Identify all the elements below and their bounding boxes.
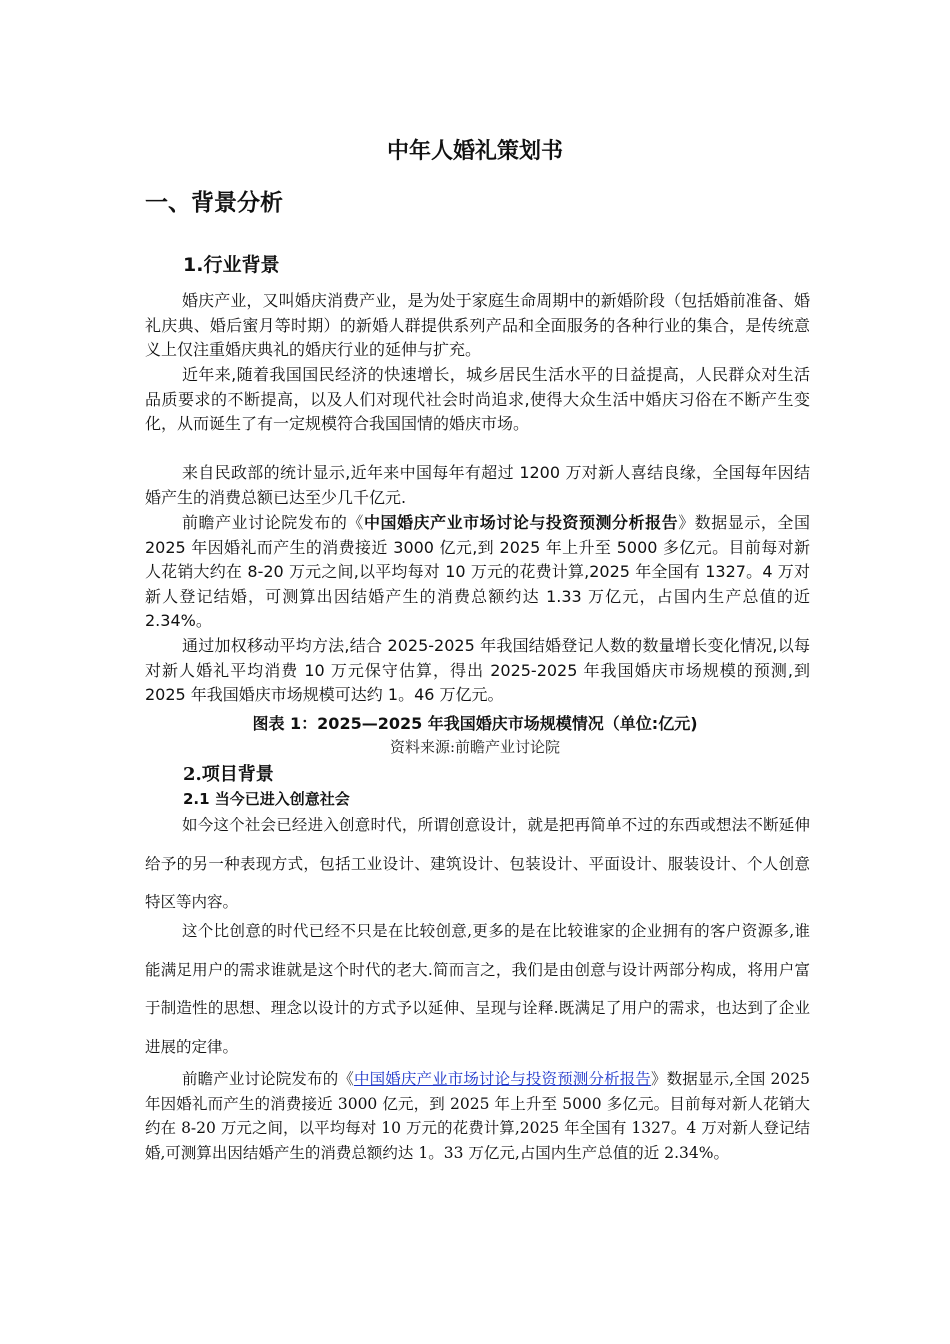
paragraph-report-data-repeat: [145, 1067, 810, 1165]
report-data-text-2: 》数据显示,全国 2025 年因婚礼而产生的消费接近 3000 亿元，到 2025 年上升至 5000 多亿元。目前每对新人花销大约在 8-20 万元之间，以平均每对 10 万元的花费计算,2025 年全国有 1327。4 万对新人登记结婚,可测算出因结婚产生的消费总额约达 1。33 万亿元,占国内生产总值的近 2.34%。: [145, 1070, 810, 1162]
section-heading-background: 一、背景分析: [145, 190, 283, 216]
subsection-heading-industry: 1.行业背景: [183, 254, 280, 276]
paragraph-industry-definition: 婚庆产业，又叫婚庆消费产业，是为处于家庭生命周期中的新婚阶段（包括婚前准备、婚礼庆典、婚后蜜月等时期）的新婚人群提供系列产品和全面服务的各种行业的集合，是传统意义上仅注重婚庆典礼的婚庆行业的延伸与扩充。: [145, 291, 810, 360]
figure-source: 资料来源:前瞻产业讨论院: [389, 738, 561, 756]
paragraph-creative-era: 如今这个社会已经进入创意时代，所谓创意设计，就是把再简单不过的东西或想法不断延伸给予的另一种表现方式，包括工业设计、建筑设计、包装设计、平面设计、服装设计、个人创意特区等内容。: [145, 816, 810, 911]
paragraph-report-data: [145, 511, 810, 634]
paragraph-forecast: 通过加权移动平均方法,结合 2025-2025 年我国结婚登记人数的数量增长变化情况,以每对新人婚礼平均消费 10 万元保守估算，得出 2025-2025 年我国婚庆市场规模的预测,到 2025 年我国婚庆市场规模可达约 1。46 万亿元。: [145, 636, 810, 705]
report-intro-text-2: 前瞻产业讨论院发布的《: [182, 1070, 354, 1088]
subsection-heading-creative-society: 2.1 当今已进入创意社会: [183, 790, 350, 808]
paragraph-creative-comparison: 这个比创意的时代已经不只是在比较创意,更多的是在比较谁家的企业拥有的客户资源多,谁能满足用户的需求谁就是这个时代的老大.简而言之，我们是由创意与设计两部分构成，将用户富于制造性的思想、理念以设计的方式予以延伸、呈现与诠释.既满足了用户的需求，也达到了企业进展的定律。: [145, 922, 810, 1056]
paragraph-market-growth: 近年来,随着我国国民经济的快速增长，城乡居民生活水平的日益提高，人民群众对生活品质要求的不断提高，以及人们对现代社会时尚追求,使得大众生活中婚庆习俗在不断产生变化，从而诞生了有一定规模符合我国国情的婚庆市场。: [145, 365, 810, 434]
report-title-link[interactable]: 中国婚庆产业市场讨论与投资预测分析报告: [353, 1070, 651, 1088]
report-title-bold: 中国婚庆产业市场讨论与投资预测分析报告: [363, 513, 679, 532]
report-data-text: 》数据显示，全国 2025 年因婚礼而产生的消费接近 3000 亿元,到 2025 年上升至 5000 多亿元。目前每对新人花销大约在 8-20 万元之间,以平均每对 10 万元的花费计算,2025 年全国有 1327。4 万对新人登记结婚，可测算出因结婚产生的消费总额约达 1.33 万亿元，占国内生产总值的近 2.34%。: [145, 513, 810, 631]
figure-caption: 图表 1：2025—2025 年我国婚庆市场规模情况（单位:亿元): [252, 714, 698, 733]
paragraph-statistics: 来自民政部的统计显示,近年来中国每年有超过 1200 万对新人喜结良缘，全国每年因结婚产生的消费总额已达至少几千亿元.: [145, 463, 810, 507]
subsection-heading-project: 2.项目背景: [183, 764, 274, 785]
document-title: 中年人婚礼策划书: [386, 138, 563, 164]
report-intro-text: 前瞻产业讨论院发布的《: [182, 513, 364, 532]
